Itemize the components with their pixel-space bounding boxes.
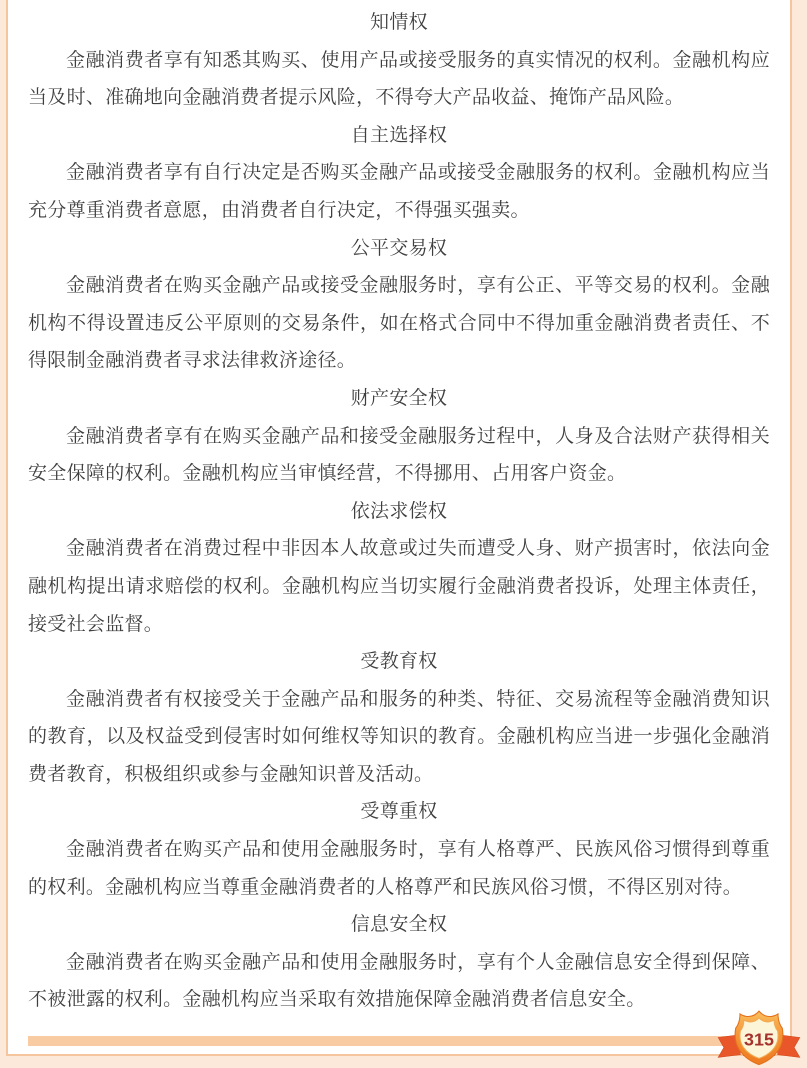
section-heading-right-to-know: 知情权 [370,12,428,33]
section-paragraph: 金融消费者在购买金融产品和使用金融服务时，享有个人金融信息安全得到保障、不被泄露的权利。金融机构应当采取有效措施保障金融消费者信息安全。 [28,951,770,1011]
section-paragraph: 金融消费者享有自行决定是否购买金融产品或接受金融服务的权利。金融机构应当充分尊重消费者意愿，由消费者自行决定，不得强买强卖。 [28,162,770,221]
badge-number: 315 [744,1029,774,1050]
section-heading-fair-trade: 公平交易权 [350,237,448,259]
badge-315 [716,1009,802,1066]
section-paragraph: 金融消费者享有在购买金融产品和接受金融服务过程中，人身及合法财产获得相关安全保障的权利。金融机构应当审慎经营，不得挪用、占用客户资金。 [28,425,770,485]
section-heading-information-security: 信息安全权 [350,914,448,936]
bottom-divider-bar [28,1036,745,1046]
section-paragraph: 金融消费者在购买金融产品或接受金融服务时，享有公正、平等交易的权利。金融机构不得设置违反公平原则的交易条件，如在格式合同中不得加重金融消费者责任、不得限制金融消费者寻求法律救济途径。 [28,275,770,372]
shield-315-icon [716,1009,802,1066]
section-heading-right-to-choose: 自主选择权 [350,124,448,146]
document-content [8,0,790,1019]
section-paragraph: 金融消费者在消费过程中非因本人故意或过失而遭受人身、财产损害时，依法向金融机构提出请求赔偿的权利。金融机构应当切实履行金融消费者投诉，处理主体责任，接受社会监督。 [28,538,770,635]
section-heading-education: 受教育权 [360,651,438,673]
section-heading-property-safety: 财产安全权 [350,387,448,409]
section-heading-legal-compensation: 依法求偿权 [350,500,448,522]
section-paragraph: 金融消费者有权接受关于金融产品和服务的种类、特征、交易流程等金融消费知识的教育，以及权益受到侵害时如何维权等知识的教育。金融机构应当进一步强化金融消费者教育，积极组织或参与金融知识普及活动。 [28,688,770,785]
section-heading-respect: 受尊重权 [360,801,438,823]
section-paragraph: 金融消费者在购买产品和使用金融服务时，享有人格尊严、民族风俗习惯得到尊重的权利。金融机构应当尊重金融消费者的人格尊严和民族风俗习惯，不得区别对待。 [28,839,770,898]
section-paragraph: 金融消费者享有知悉其购买、使用产品或接受服务的真实情况的权利。金融机构应当及时、准确地向金融消费者提示风险，不得夸大产品收益、掩饰产品风险。 [28,49,770,109]
